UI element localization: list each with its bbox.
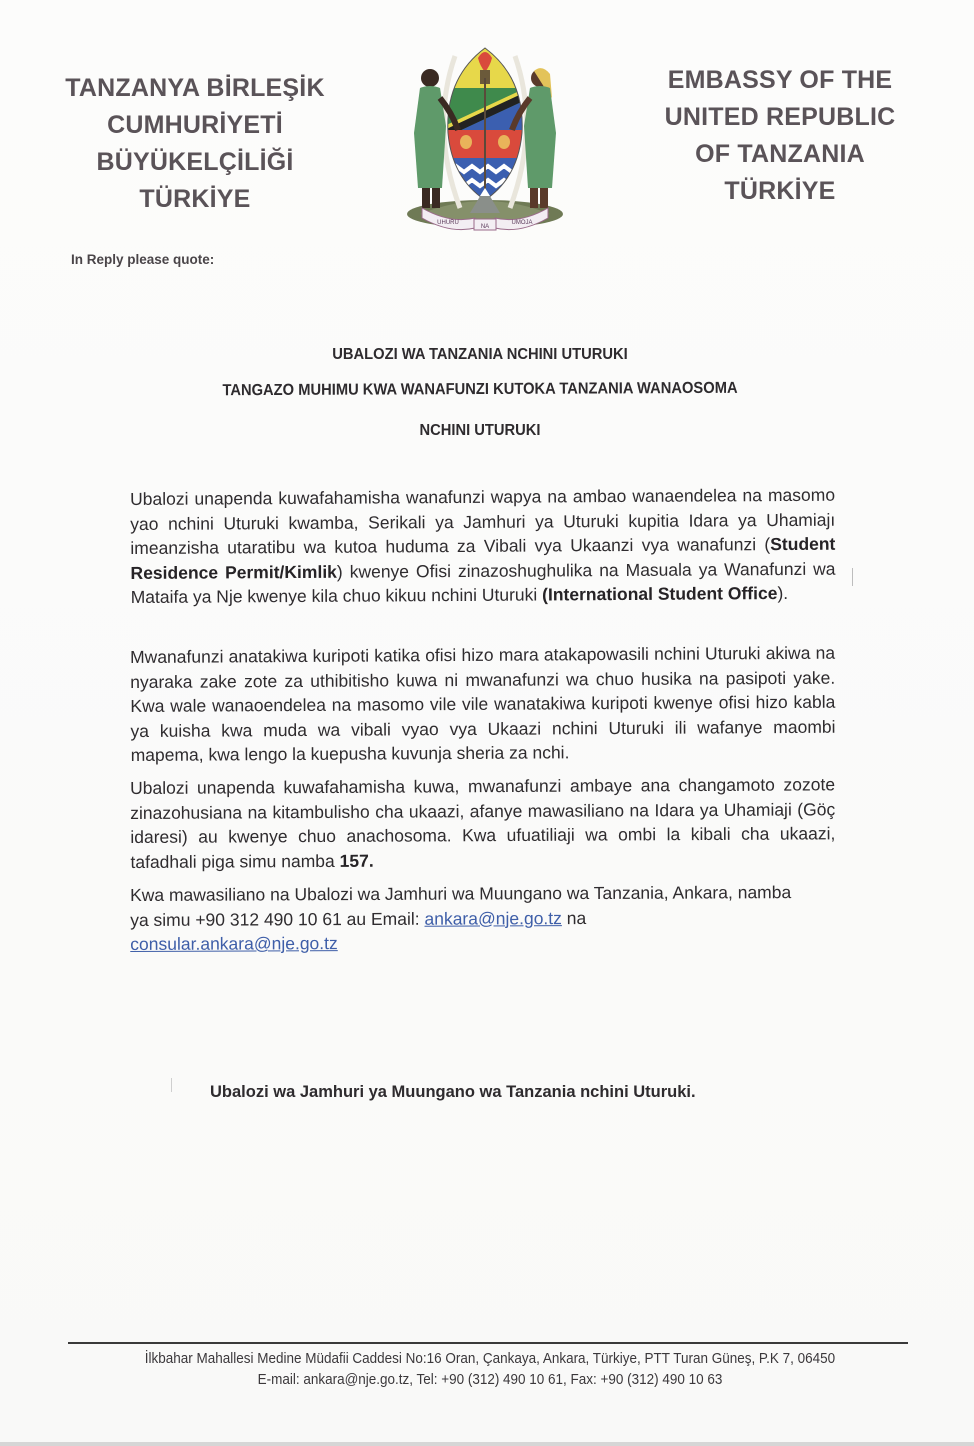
scan-mark [171, 1078, 172, 1092]
tanzania-coat-of-arms-icon [400, 38, 570, 234]
header-left-line: CUMHURİYETİ [107, 111, 283, 139]
title-announcement-cont: NCHINI UTURUKI [419, 422, 541, 439]
header-left-line: BÜYÜKELÇİLİĞİ [96, 148, 294, 176]
header-right-line: OF TANZANIA [695, 140, 865, 168]
footer-address: İlkbahar Mahallesi Medine Müdafii Caddesi No:16 Oran, Çankaya, Ankara, Türkiye, PTT Turan Güneş, P.K 7, 06450 [144, 1351, 836, 1367]
hotline-number: 157. [339, 850, 374, 871]
paragraph-residence-permit: Ubalozi unapenda kuwafahamisha wanafunzi wapya na ambao wanaendelea na masomo yao nchini Uturuki kwamba, Serikali ya Jamhuri ya Uturuki kupitia Idara ya Uhamiajı imeanzisha utaratibu wa kutoa huduma za Vibali vya Ukaanzi vya wanafunzi (Student Residence Permit/Kimlik) kwenye Ofisi zinazoshughulika na Masuala ya Wanafunzi wa Mataifa ya Nje kwenye kila chuo kikuu nchini Uturuki (International Student Office). [130, 484, 836, 607]
footer-divider [68, 1342, 908, 1344]
scan-mark [852, 568, 853, 586]
reply-quote-label: In Reply please quote: [71, 252, 215, 267]
paragraph-reporting: Mwanafunzi anatakiwa kuripoti katika ofisi hizo mara atakapowasili nchini Uturuki akiwa na nyaraka zake zote za uthibitisho kuwa ni mwanafunzi wa chuo husika na pasipoti yake. Kwa wale wanaoendelea na masomo vile vile wanatakiwa kuripoti kwenye ofisi hizo kabla ya kuisha kwa muda wa vibali vyao vya Ukaazi nchini Uturuki ili wafanye maombi mapema, kwa lengo la kuepusha kuvunja sheria za nchi. [130, 642, 836, 765]
signature-line: Ubalozi wa Jamhuri ya Muungano wa Tanzania nchini Uturuki. [210, 1083, 696, 1101]
header-left-line: TÜRKİYE [139, 185, 251, 213]
motto-word: UHURU [437, 220, 459, 226]
header-left-line: TANZANYA BİRLEŞİK [65, 74, 325, 102]
header-right-line: UNITED REPUBLIC [664, 103, 896, 131]
header-right-line: EMBASSY OF THE [667, 66, 893, 94]
footer-contact: E-mail: ankara@nje.go.tz, Tel: +90 (312) 490 10 61, Fax: +90 (312) 490 10 63 [257, 1372, 723, 1388]
paragraph-embassy-contact: Kwa mawasiliano na Ubalozi wa Jamhuri wa Muungano wa Tanzania, Ankara, namba ya simu +90 312 490 10 61 au Email: ankara@nje.go.tz na consular.ankara@nje.go.tz [130, 882, 792, 954]
motto-word: NA [480, 224, 490, 230]
title-announcement: TANGAZO MUHIMU KWA WANAFUNZI KUTOKA TANZANIA WANAOSOMA [222, 379, 738, 400]
email-link-consular[interactable]: consular.ankara@nje.go.tz [130, 933, 338, 954]
motto-word: UMOJA [511, 220, 533, 226]
title-embassy: UBALOZI WA TANZANIA NCHINI UTURUKI [332, 346, 628, 363]
header-english-name [655, 62, 905, 210]
bold-permit-term: Student Residence Permit/Kimlik [130, 533, 836, 583]
email-link-ankara[interactable]: ankara@nje.go.tz [424, 907, 562, 929]
header-turkish-name [60, 70, 330, 218]
bold-office-term: (International Student Office [542, 583, 778, 605]
header-right-line: TÜRKİYE [724, 177, 836, 205]
paragraph-contact-immigration: Ubalozi unapenda kuwafahamisha kuwa, mwanafunzi ambaye ana changamoto zozote zinazohusiana na kitambulisho cha ukaazi, afanye mawasiliano na Idara ya Uhamiaji (Göç idaresi) au kwenye chuo anachosoma. Kwa ufuatiliaji wa ombi la kibali cha ukaazi, tafadhali piga simu namba 157. [130, 774, 836, 872]
